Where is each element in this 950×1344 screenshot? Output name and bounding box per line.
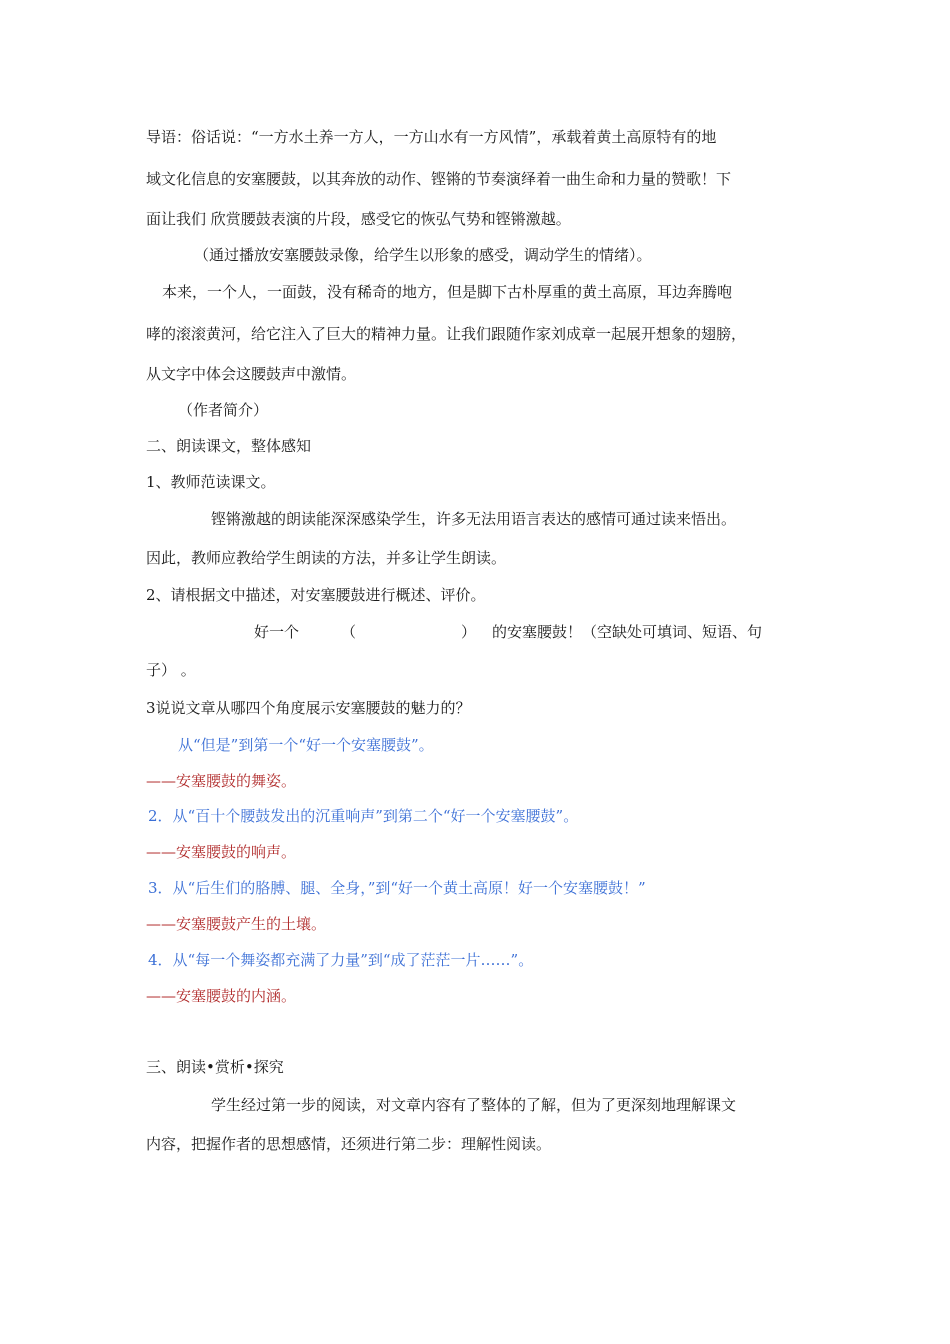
author-note: （作者简介） [178,401,269,419]
angle-3-answer: ——安塞腰鼓产生的土壤。 [146,915,327,933]
section2-item2: 2、请根据文中描述，对安塞腰鼓进行概述、评价。 [146,586,486,604]
section3-text-line-2: 内容，把握作者的思想感情，还须进行第二步：理解性阅读。 [146,1135,552,1153]
item1-text-line-2: 因此，教师应教给学生朗读的方法，并多让学生朗读。 [146,549,507,567]
para-line-1: 本来，一个人，一面鼓，没有稀奇的地方，但是脚下古朴厚重的黄土高原，耳边奔腾咆 [162,283,733,301]
section2-heading: 二、朗读课文，整体感知 [146,437,312,455]
angle-4-range: 4．从“每一个舞姿都充满了力量”到“成了茫茫一片……”。 [148,951,534,969]
fill-suffix: 的安塞腰鼓！（空缺处可填词、短语、句 [492,623,763,641]
fill-in-line-1 [254,622,762,642]
angle-2-answer: ——安塞腰鼓的响声。 [146,843,297,861]
para-line-2: 哮的滚滚黄河，给它注入了巨大的精神力量。让我们跟随作家刘成章一起展开想象的翅膀， [146,325,747,343]
intro-line-1: 导语：俗话说：“一方水土养一方人，一方山水有一方风情”，承载着黄土高原特有的地 [146,128,717,146]
fill-prefix: 好一个 [254,623,300,641]
angle-2-range: 2．从“百十个腰鼓发出的沉重响声”到第二个“好一个安塞腰鼓”。 [148,807,579,825]
section3-heading: 三、朗读•赏析•探究 [146,1058,284,1076]
section2-item3: 3说说文章从哪四个角度展示安塞腰鼓的魅力的？ [146,699,471,717]
section3-text-line-1: 学生经过第一步的阅读，对文章内容有了整体的了解，但为了更深刻地理解课文 [211,1096,737,1114]
para-line-3: 从文字中体会这腰鼓声中激情。 [146,365,357,383]
intro-line-3: 面让我们 欣赏腰鼓表演的片段，感受它的恢弘气势和铿锵激越。 [146,210,571,228]
fill-close-paren: ） [461,623,477,641]
intro-line-2: 域文化信息的安塞腰鼓，以其奔放的动作、铿锵的节奏演绎着一曲生命和力量的赞歌！下 [146,170,732,188]
angle-4-answer: ——安塞腰鼓的内涵。 [146,987,297,1005]
item1-text-line-1: 铿锵激越的朗读能深深感染学生，许多无法用语言表达的感情可通过读来悟出。 [211,510,737,528]
angle-1-answer: ——安塞腰鼓的舞姿。 [146,772,297,790]
section2-item1: 1、教师范读课文。 [146,473,276,491]
intro-note: （通过播放安塞腰鼓录像，给学生以形象的感受，调动学生的情绪）。 [194,246,652,264]
fill-in-line-2: 子） 。 [146,661,196,679]
angle-1-range: 从“但是”到第一个“好一个安塞腰鼓”。 [178,736,434,754]
fill-open-paren: （ [341,623,357,641]
angle-3-range: 3．从“后生们的胳膊、腿、全身，”到“好一个黄土高原！好一个安塞腰鼓！” [148,879,646,897]
